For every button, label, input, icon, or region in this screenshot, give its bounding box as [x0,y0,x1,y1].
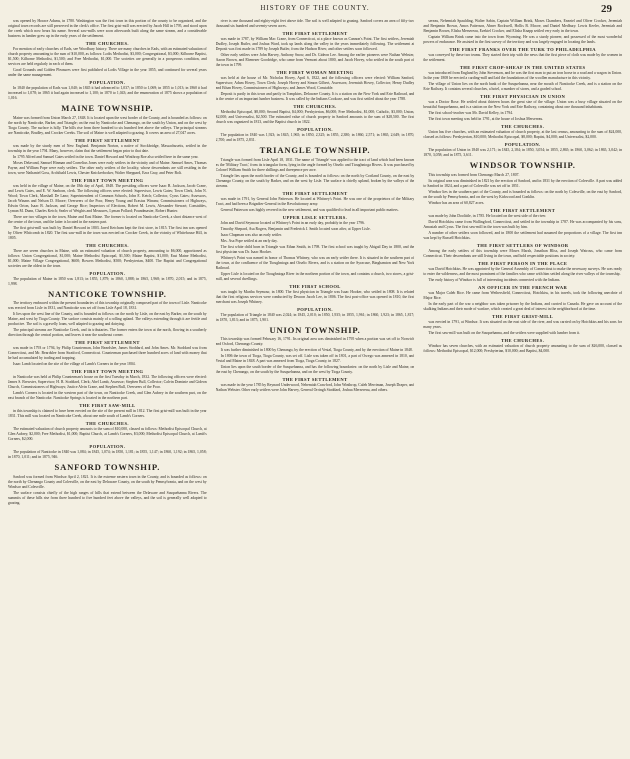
paragraph: The population of Union in 1840 was 2,171; in 1845, 2,184; in 1850, 3,054; in 1855, 2,865; in 1860, 3,062; in 1865, 3,042; in 1870, 3,058; and in 1875, 3,611. [423,148,623,158]
section-title: MAINE TOWNSHIP. [61,103,154,114]
section-windsor-township [423,161,622,354]
paragraph: river is one thousand and eighty-eight feet above tide. The soil is well adapted to grazing. Sanford covers an area of fifty-two thousand six hundred and seventy-seven acres. [215,19,415,28]
paragraph: In the early part of the war a neighbor was taken prisoner by the Indians, and carried to Canada. He gave an account of the skulking Indians and their mode of warfare, which created a great deal of interest in the neighborhood at the time. [423,301,623,311]
subsection-heading: THE CHURCHES. [85,242,129,248]
subsection-heading: THE FIRST TOWN MEETING [71,369,144,375]
paragraph: This township was formed February 16, 1791. Its original area was diminished in 1795 when a portion was set off to Norwich and Oxford, Chenango County. [215,337,415,347]
subsection [216,377,415,393]
subsection [8,475,207,506]
section-union-township [216,326,415,394]
paragraph: The first grist-mill was built by Daniel Howard in 1803. Jared Ketchum kept the first store, in 1815. The first inn was opened by Oliver Whitcomb in 1820. The first saw-mill in the town was erected on Crocker Creek, in the vicinity of Whitehouse Hill, in 1805. [8,225,207,240]
subsection [8,243,207,269]
subsection [8,369,207,401]
paragraph: There are seven churches in Maine, with an estimated valuation of church property, amounting to $6,000, apportioned as follows: Union Congregational, $1,000; Maine Methodist Episcopal, $1,500; Maine Baptist, $1,000; East Maine Methodist, $1,000; Maine Village Congregational, $600; Bowers Methodist, $500; Presbyterian, $400. The Baptist and Congregational societies are the oldest in the town. [8,248,207,268]
subsection-heading: AN OFFICER IN THE FRENCH WAR [478,284,568,290]
subsection-heading: POPULATION. [89,270,126,276]
paragraph: There are two villages in the town, Maine and East Maine. The former is located on Nanticoke Creek, a short distance west of the centre of the town, and the latter is located in the eastern part. [8,214,207,224]
section-title: SANFORD TOWNSHIP. [54,462,161,473]
subsection-heading: THE CHURCHES. [501,124,545,130]
section-title: UNION TOWNSHIP. [269,324,361,335]
subsection-heading: POPULATION. [89,444,126,450]
text-columns [8,18,622,758]
paragraph: was David Hotchkiss. He was appointed by the General Assembly of Connecticut to make the necessary surveys. He was ready to enter the wilderness, and the most prominent of the families who came with him settled along the river valleys of the township. [423,266,623,276]
paragraph: was made in the year 1785 by Reynard Underwood, Nehemiah Crawford, John Winthrop, Caleb Merriman, Joseph Draper, and Nathan Webster. Other early settlers were John Harvey, General Orringh Stoddard, Joshua Mersereau, and others. [215,383,415,393]
subsection [216,284,415,305]
subsection [216,307,415,323]
subsection [216,215,415,282]
section-triangle-township [216,146,415,323]
paragraph: The first town meeting was held in 1791, at the house of Joshua Mersereau. [428,117,544,122]
paragraph: was erected in 1791, at Windsor. It was situated on the east side of the river, and was carried on by Hotchkiss and his sons for many years. [423,319,623,329]
paragraph: For mention of early churches of Eads, see Woodbury history. There are many churches in Eads, with an estimated valuation of church property amounting to the sum of $10,000, as follows: Lodis Methodist, $3,000; Congregational, $3,000; Kilborne Baptist, $1,500; Kilborne Methodist, $1,500; and Free Methodist, $1,000. The societies are generally in a prosperous condition, and services are held regularly in each of them. [8,47,207,67]
text-column [8,18,207,758]
paragraph: Sanford was formed from Windsor April 2, 1821. It is the extreme eastern town in the County, and is bounded as follows: on the north by Chenango County and Colesville, on the east by Delaware County, on the south by Pennsylvania, and on the west by Windsor and Colesville. [8,474,207,489]
subsection [8,403,207,419]
paragraph: Windsor has seven churches, with an estimated valuation of church property amounting to the sum of $26,000, classed as follows: Methodist Episcopal, $12,000; Presbyterian, $10,000; and Baptist, $4,000. [423,343,623,353]
paragraph: Union lies upon the south border of the Susquehanna, and has the following boundaries: on the north by Lisle and Maine, on the east by Chenango, on the south by the Susquehanna, and on the west by Tioga County. [215,365,415,375]
section-continuation [423,19,622,158]
paragraph: was held at the house of Mr. Nicholas Hovey, April 6, 1822, and the following officers were elected: William Sanford, Supervisor; Adam Hovey, Town Clerk; Joseph Hovey and Simon Gilbert, Assessors; Jeremiah Hovey, Collector; Henry Dudley and Ethan Hovey, Commissioners of Highways; and James Wood, Constable. [215,76,415,91]
section-continuation [216,19,415,143]
subsection [423,173,622,206]
subsection-heading: THE FIRST PERSON IN THE PLACE [477,260,568,266]
subsection [216,31,415,68]
paragraph: The population of Triangle in 1840 was 2,024; in 1845, 2,010; in 1850, 1,935; in 1855, 1,961; in 1860, 1,923; in 1865, 1,817; in 1870, 1,813; and in 1875, 1,901. [215,312,415,322]
paragraph: Timothy Shepard, Asa Rogers, Benjamin and Frederick J. Smith located soon after, at Upper Lisle. [220,226,371,231]
subsection-heading: UPPER LISLE SETTLERS. [282,214,348,220]
subsection-heading: THE CHURCHES. [293,104,337,110]
paragraph: In 1806 the town of Tioga, Tioga County, was set off. Lisle was taken off in 1801, a part of Owego was annexed in 1810, and Vestal and Maine in 1848. A part was annexed from Tioga, Tioga County, in 1827. [215,354,415,364]
paragraph: In 1840 the population of Eads was 1,040; in 1845 it had advanced to 1,037; in 1850 to 1,069; in 1855 to 1,013; in 1860 it had increased to 1,078; in 1865 it had again increased to 1,100; in 1870 to 1,043; and the enumeration of 1875 shows a population of 1,016. [8,86,207,101]
subsection-heading: THE FIRST WOMAN MEETING [276,70,354,76]
subsection [216,158,415,189]
subsection-heading: THE FIRST SETTLEMENT [282,190,348,196]
paragraph: Its original area was diminished in 1821 by the erection of Sanford, and in 1831 by the erection of Colesville. A part was added to Sanford in 1824, and a part of Colesville was set off in 1851. [423,178,623,188]
subsection [8,421,207,442]
paragraph: The territory embraced within the present boundaries of this township originally composed part of the town of Lisle. Nanticoke was erected from Lisle in 1831, and Nanticoke was set off from Lisle April 18, 1831. [8,301,207,311]
running-title: HISTORY OF THE COUNTY. [260,4,370,12]
subsection [423,338,622,354]
paragraph: Deposit is partly in this town and partly in Tompkins, Delaware County. It is a station on the New York and Erie Railroad, and is the centre of an important lumber business. It was called by the Indians Cookoze, and was first settled about the year 1788. [215,92,415,102]
subsection [423,65,622,92]
paragraph: This township was formed from Chenango March 27, 1807. [428,172,520,177]
subsection-heading: THE CHURCHES. [501,337,545,343]
paragraph: was introduced from England by John Stevenson, and he was the first man to put an iron horse in a road and a wagon in Union. In the year 1808 he erected a carding-mill and laid the foundations of the woollen manufacture in this vicinity. [423,71,623,81]
paragraph: was held in the village of Maine, on the 18th day of April, 1848. The presiding officers were Isaac B. Jackson, Jacob Crane, and Lewis Gates, and E. W. Sanborn, clerk. The following officers were elected: Supervisor, Lewis Gates; Town Clerk, John N. Wood; Town Clerk, Marshall De Lano; Superintendent of Common Schools, John E. Ketch; Collector, Cyrus Gates; Assessors, Jacob Winans and Nelson D. Moore; Overseers of the Poor, Henry Young and Erastus Winans; Commissioners of Highways, Edwin Orton, Isaac B. Jackson, and George Rice; Inspectors of Elections, Robert M. Lewis, Alexander Stewart; Constables, Lyman M. Dunn, Charles Ketch; Sealer of Weights and Measures, Lyman Pollard; Poundmaster, Robert Hunter. [8,183,207,213]
paragraph: A number of other settlers soon followed, and in 1800 the settlement had assumed the proportions of a village. The first inn was kept by Russell Hotchkiss. [423,230,623,240]
paragraph: was made in 1787, by William Mac Crane, from Connecticut, at a place known as Cannon's Point. The first settlers, Jeremiah Dudley, Joseph Butler, and Joshua Ward, took up lands along the valley in the years immediately following. The settlement at Deposit was first made in 1789 by Joseph Butler, from the Hudson River, and other settlers soon followed. [215,37,415,52]
subsection [216,19,415,29]
section-title: NANTICOKE TOWNSHIP. [47,288,167,299]
page-number: 29 [601,3,612,15]
subsection-heading: POPULATION. [504,142,541,148]
section-title: WINDSOR TOWNSHIP. [469,160,576,171]
paragraph: sereau, Nehemiah Spaulding, Walter Sabin, Captain William Brink, Moses Chambers, Eneziel and Oliver Crocker, Jeremiah and Benjamin Brown, Amos Patterson, Abner Rockwell, Hollis B. Moore, and Daniel Medbury. Lewis Keeler, Jeremiah and Benjamin Brown, Elisha Mersereau, Ezekiel Crocker, and Elisha Knapp settled very early in the town. [423,19,623,33]
subsection [8,116,207,136]
paragraph: It lies upon the west line of the County, and is bounded as follows: on the north by Lisle, on the east by Barker, on the south by Maine, and west by Tioga County. The surface consists mainly of a rolling upland. The valleys extending through it are fertile and productive. The soil is a gravelly loam, well adapted to grazing and dairying. [8,312,207,327]
section-maine-township [8,104,207,287]
subsection-heading: THE FIRST SETTLEMENT [74,340,140,346]
paragraph: Windsor lies in the southern part of the County, and is bounded as follows: on the north by Colesville, on the east by Sanford, on the south by Pennsylvania, and on the west by Kirkwood and Conklin. [423,189,623,199]
paragraph: Windsor has an area of 60,827 acres. [428,200,485,205]
subsection [8,19,207,39]
paragraph: Triangle lies upon the north border of the County, and is bounded as follows: on the north by Cortland County, on the east by Chenango County, on the south by Barker, and on the west by Lisle. The surface is chiefly upland, broken by the valleys of the streams. [215,173,415,188]
subsection [216,127,415,143]
subsection-heading: POPULATION. [297,306,333,312]
subsection [8,301,207,338]
section-nanticoke-township [8,290,207,461]
paragraph: Mrs. Asa Pope settled at an early day. [220,238,278,243]
section-title: TRIANGLE TOWNSHIP. [259,145,371,156]
subsection [423,47,622,63]
paragraph: was taught by Martha Seymour, in 1800. The first physician in Triangle was Isaac Hooker, who settled in 1808. It is related that the first religious services were conducted by Deacon Jacob Lee, in 1806. The first post-office was opened in 1810, the first merchant was Joseph Whitney. [215,289,415,304]
section-continuation [8,19,207,101]
section-sanford-township [8,463,207,505]
paragraph: Triangle was formed from Lisle April 18, 1831. The name of 'Triangle' was applied to the tract of land which had been known as the 'Military Tract,' from its triangular form, lying in the angle formed by Otselic and Tioughnioga Rivers. It was purchased by Colonel William Smith for three shillings and threepence per acre. [215,157,415,172]
paragraph: David Hotchkiss came from Wallingford, Connecticut, and settled in the township in 1787. He was accompanied by his sons, Amaziah and Cyrus. The first saw-mill in the town was built by him. [423,219,623,229]
paragraph: Among the early settlers of this township were Moses Marsh, Jonathan Bliss, and Joseph Watrous, who came from Connecticut. Their descendants are still living in the town, and hold respectable positions in society. [423,248,623,258]
paragraph: The village of Union lies on the north bank of the Susquehanna, near the mouth of Nanticoke Creek, and is a station on the Erie Railway. It contains several churches, a hotel, a number of stores, and a graded school. [423,82,623,92]
subsection [423,261,622,283]
subsection [423,124,622,140]
subsection [423,243,622,259]
subsection-heading: POPULATION. [89,80,126,86]
subsection-heading: THE FIRST SAW-MILL [79,403,136,409]
paragraph: The first saw-mill was built on the Susquehanna, and the settlers were supplied with lumber from it. [428,330,581,335]
subsection [8,41,207,78]
text-column [216,18,415,758]
subsection-heading: THE FIRST TOWN MEETING [71,177,144,183]
text-column [423,18,622,758]
paragraph: Upper Lisle is located on the Tioughnioga River in the northern portion of the town, and contains a church, two stores, a grist-mill, and several dwellings. [215,271,415,281]
paragraph: was conveyed by these two teams. They started their trip with the news that the first piece of cloth was made by the women in the settlement. [423,53,623,63]
subsection [8,178,207,241]
paragraph: The population of Maine in 1850 was 1,813; in 1855, 1,879; in 1860, 1,888; in 1865, 1,968; in 1870, 2,015; and in 1875, 1,998. [8,276,207,286]
paragraph: John and David Seymour located at Whitney's Point in an early day, probably in the year 1796. [220,220,365,225]
subsection-heading: THE FIRST PHYSICIAN IN UNION [480,94,566,100]
running-head [8,4,622,18]
subsection-heading: THE FIRST SETTLERS OF WINDSOR [476,242,569,248]
paragraph: was made in 1791, by General John Patterson. He located at Whitney's Point. He was one of the proprietors of the Military Tract, and had been a Brigadier-General in the Revolutionary army. [215,196,415,206]
subsection-heading: THE FIRST SETTLEMENT [490,207,556,213]
subsection-heading: THE FIRST SETTLEMENT [282,31,348,36]
paragraph: The surface consists chiefly of the high ranges of hills that extend between the Delaware and Susquehanna Rivers. The summits of these hills rise from three hundred to five hundred feet above the valleys, and the soil is generally well adapted to grazing. [8,490,207,505]
paragraph: The principal streams are Nanticoke Creek, and its tributaries. The former enters the town at the north, flowing in a southerly direction through the central portion, and leaves it near the southeast corner. [8,328,207,338]
subsection [423,314,622,336]
paragraph: The estimated valuation of church property amounts to the sum of $10,000, classed as follows: Methodist Episcopal Church, at Glen Aubrey, $2,000; Free Methodist, $1,000; Baptist Church, at Lamb's Corners, $3,000; Methodist Episcopal Church, at Lamb's Corners, $2,000. [8,427,207,442]
paragraph: was made in 1793 or 1794, by Philip Counterman, John Beardslee, James Stoddard, and John Ames. Mr. Stoddard was from Connecticut, and Mr. Beardslee from Stratford, Connecticut. Counterman purchased three hundred acres of land with money that he had accumulated by trading and trapping. [8,346,207,361]
subsection [423,94,622,122]
subsection [8,138,207,176]
paragraph: The first white child born in Triangle was Ethan Smith, in 1798. The first school was taught by Abigail Day in 1800, and the first physician was Dr. Isaac Hooker. [215,244,415,254]
subsection [8,444,207,460]
subsection [216,191,415,213]
subsection [423,208,622,241]
paragraph: Good Grounds and Golden Pleasures were first published at Lodis Village in the year 1855, and continued for several years under the same management. [8,68,207,78]
subsection-heading: THE FIRST SETTLEMENT [282,377,348,383]
paragraph: In 1795 Alfred and Samuel Gates settled in the town. Daniel Howard and Winthrop Roe also settled here in the same year. [13,154,199,159]
paragraph: in Nanticoke was held at Philip Counterman's house on the first Tuesday in March, 1832. The following officers were elected: James S. Brewster, Supervisor; H. R. Stoddard, Clerk; Abel Lamb, Assessor; Stephen Bull, Collector; Calvin Dominie and Gideon Church, Commissioners of Highways; Justice Alvin Crane, and Stephen Bull, Overseers of the Poor. [8,375,207,390]
paragraph: The early history of Windsor is full of interesting incidents connected with the Indians. [428,277,561,282]
paragraph: Other early settlers were John Harvey, Anthony Snow, and Dr. Gideon Lee. Among the earlier pioneers were Nathan Webster, Aaron Brown, and Ebenezer Goodridge, who came from Vermont about 1800, and Jacob Hovey, who settled in the south part of the town in 1799. [215,53,415,68]
paragraph: Methodist Episcopal, $8,000; Second Baptist, $4,000; Presbyterian, $6,000; Free Methodist, $1,000; Catholic, $3,000; Union, $2,000; and Universalist, $2,500. The estimated value of church property in Sanford amounts to the sum of $28,500. The first church was organized in 1813, and the Baptist church in 1822. [215,110,415,125]
subsection-heading: THE FIRST FRANKS OVER THE TURK TO PHILADELPHIA [449,47,596,52]
paragraph: in this township is claimed to have been erected on the site of the present mill in 1812. The first grist-mill was built in the year 1831. This mill was located on Nanticoke Creek, about one mile south of Lamb's Corners. [8,409,207,419]
subsection [8,340,207,367]
paragraph: It was further diminished in 1800 by Chenango, by the erection of Vestal, Tioga County, and by the erection of Maine in 1848. [220,348,413,353]
subsection [216,104,415,125]
paragraph: The population of Nanticoke in 1840 was 1,084; in 1845, 1,074; in 1850, 1,181; in 1855, 1,147; in 1860, 1,192; in 1865, 1,058; in 1870, 1,011; and in 1875, 946. [8,450,207,460]
subsection-heading: THE CHURCHES. [85,421,129,427]
subsection [423,142,622,158]
paragraph: Isaac Lamb located on the site of the village of Lamb's Corners in the year 1804. [13,362,136,367]
subsection-heading: THE FIRST CROP-SHEAF IN THE UNITED STATES [459,65,586,71]
subsection-heading: THE FIRST SETTLEMENT [74,137,140,143]
paragraph: Maine was formed from Union March 27, 1848. It is located upon the west border of the County, and is bounded as follows: on the north by Nanticoke, Barker, and Triangle; on the east by Nanticoke and Chenango, on the south by Union, and on the west by Tioga County. The surface is hilly. The hills rise from three hundred to six hundred feet above the valleys. The principal streams are Nanticoke, Bradley, and Crocker Creeks. The soil of Maine is well adapted to grazing. It covers an area of 27,047 acres. [8,115,207,135]
subsection [8,80,207,101]
subsection [423,285,622,312]
paragraph: was Major Caleb Rice. He came from Wethersfield, Connecticut, Hotchkiss, in his travels, took the following anecdote of Major Rice. [423,290,623,300]
subsection [216,70,415,102]
subsection [216,337,415,375]
subsection [8,271,207,287]
subsection-heading: THE FIRST GRIST-MILL [492,313,554,319]
paragraph: Union has five churches, with an estimated valuation of church property, at the last census, amounting to the sum of $24,000, classed as follows: Presbyterian, $10,000; Methodist Episcopal, $8,000; Baptist, $4,000; and Universalist, $2,000. [423,130,623,140]
paragraph: was a Doctor Rose. He settled about thirteen hours the great size of the village. Union was a busy village situated on the beautiful Susquehanna, and is a station on the New York and Erie Railway, containing about one thousand inhabitants. [423,100,623,110]
paragraph: The first school-teacher was Mr. David Kelley, in 1794. [428,111,513,116]
subsection-heading: THE FIRST SCHOOL [289,283,341,289]
paragraph: General Patterson was highly revered in the new settlement, and was qualified to lead in all important public matters. [220,207,399,212]
paragraph: was made by the sturdy men of New England. Benjamin Norton, a native of Stockbridge, Massachusetts, settled in the township in the year 1794. Many, however, claim that the settlement began prior to that date. [8,143,207,153]
subsection [423,19,622,45]
paragraph: Moses Delavand, Samuel Hinman and Cornelius Jones were early settlers in the vicinity and of Maine. Samuel Ames, Thomas Payne, and William Pope were early settlers. The other early settlers of the locality, whose descendants are still residing in the town, were Nathaniel Goss, Archibald Lewis, Chester Knickerbocker, Walter Sheppard, Ezra Gray, and Peter Bolt. [8,160,207,175]
paragraph: was opened by Horace Adams, in 1780. Washington was the first town in this portion of the county to be organized, and the original town records are still preserved in the clerk's office. The first grist-mill was erected by Jacob Hill in 1795, and stood upon the creek which now bears his name. Several saw-mills were soon afterwards built along the same stream, and a considerable business in lumber grew up in the early years of the settlement. [8,19,207,38]
paragraph: Whitney's Point was named in honor of Thomas Whitney, who was an early settler there. It is situated in the southern part of the town, at the confluence of the Tioughnioga and Otselic Rivers, and is a station on the Syracuse, Binghamton and New York Railroad. [215,255,415,270]
subsection-heading: THE CHURCHES. [85,41,129,46]
paragraph: was made by John Doolittle, in 1785. He located on the west side of the river. [428,213,547,218]
subsection-heading: POPULATION. [297,127,333,133]
paragraph: The population in 1840 was 1,923; in 1845, 1,965; in 1850, 2,325; in 1855, 2,380; in 1860, 2,571; in 1865, 2,649; in 1870, 2,700; and in 1875, 2,831. [215,133,415,143]
paragraph: Isaac Chapman was also an early settler. [220,232,282,237]
paragraph: Captain William Brink came into the town from Wyoming. He was a sturdy pioneer, and possessed of the most wonderful powers of endurance. He assisted in the first survey of the territory and was largely engaged in locating the lands. [423,35,623,44]
paragraph: Lamb's Corners is located in the western part of the town, on Nanticoke Creek, and Glen Aubrey in the southern part, on the east branch of the Nanticoke. Nanticoke Springs is located in the northern part. [8,391,207,401]
